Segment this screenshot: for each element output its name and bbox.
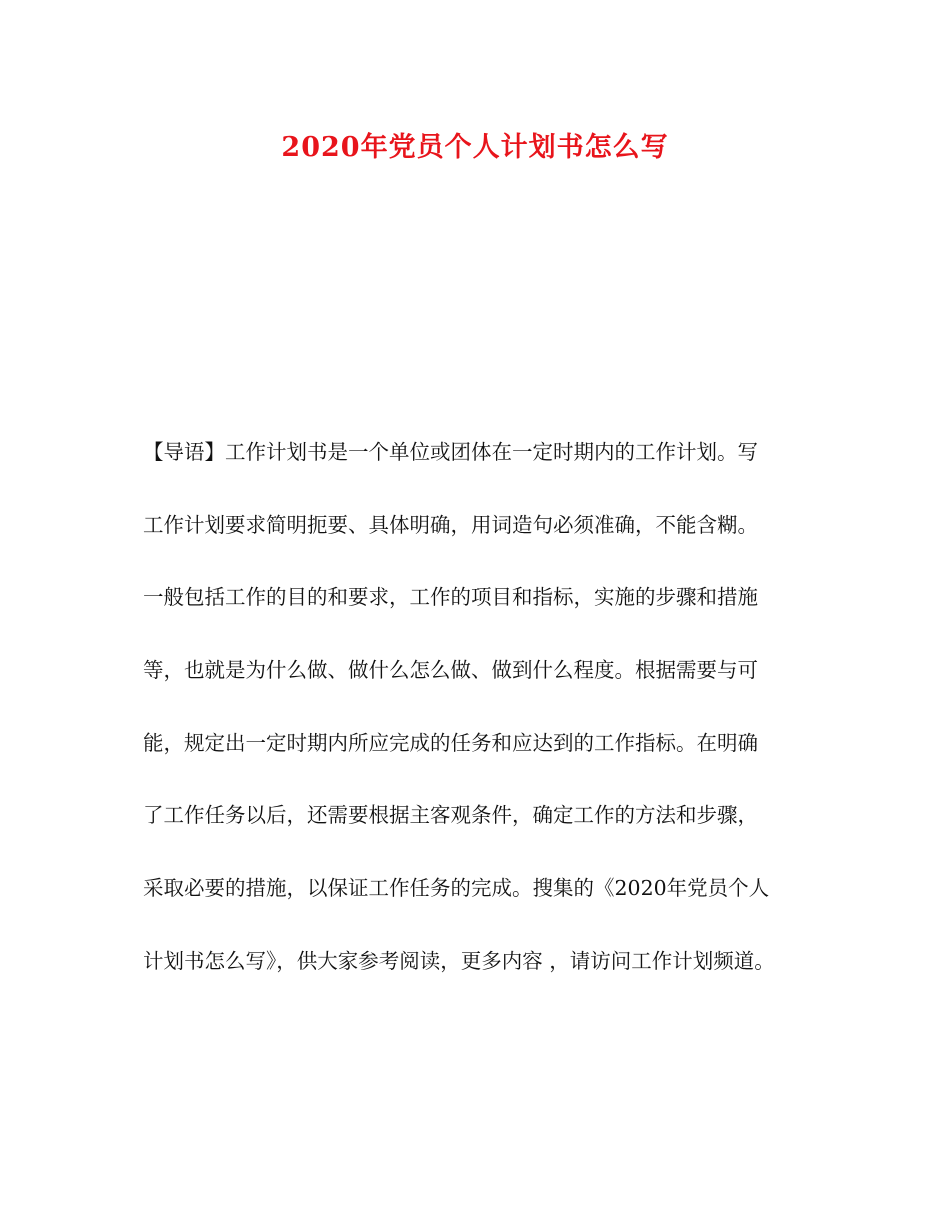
body-line-1: 【导语】工作计划书是一个单位或团体在一定时期内的工作计划。写 — [143, 440, 758, 464]
document-title: 2020年党员个人计划书怎么写 — [281, 132, 669, 163]
body-line-7: 采取必要的措施，以保证工作任务的完成。搜集的《2020年党员个人 — [143, 876, 770, 901]
body-line-8: 计划书怎么写》，供大家参考阅读，更多内容 ，请访问工作计划频道。 — [143, 948, 775, 973]
body-line-4: 等，也就是为什么做、做什么怎么做、做到什么程度。根据需要与可 — [143, 658, 758, 683]
body-line-3: 一般包括工作的目的和要求，工作的项目和指标，实施的步骤和措施 — [143, 585, 758, 610]
body-line-6: 了工作任务以后，还需要根据主客观条件，确定工作的方法和步骤， — [143, 803, 758, 828]
document-body — [143, 432, 843, 1014]
body-line-2: 工作计划要求简明扼要、具体明确，用词造句必须准确，不能含糊。 — [143, 512, 758, 537]
body-line-5: 能，规定出一定时期内所应完成的任务和应达到的工作指标。在明确 — [143, 730, 758, 755]
